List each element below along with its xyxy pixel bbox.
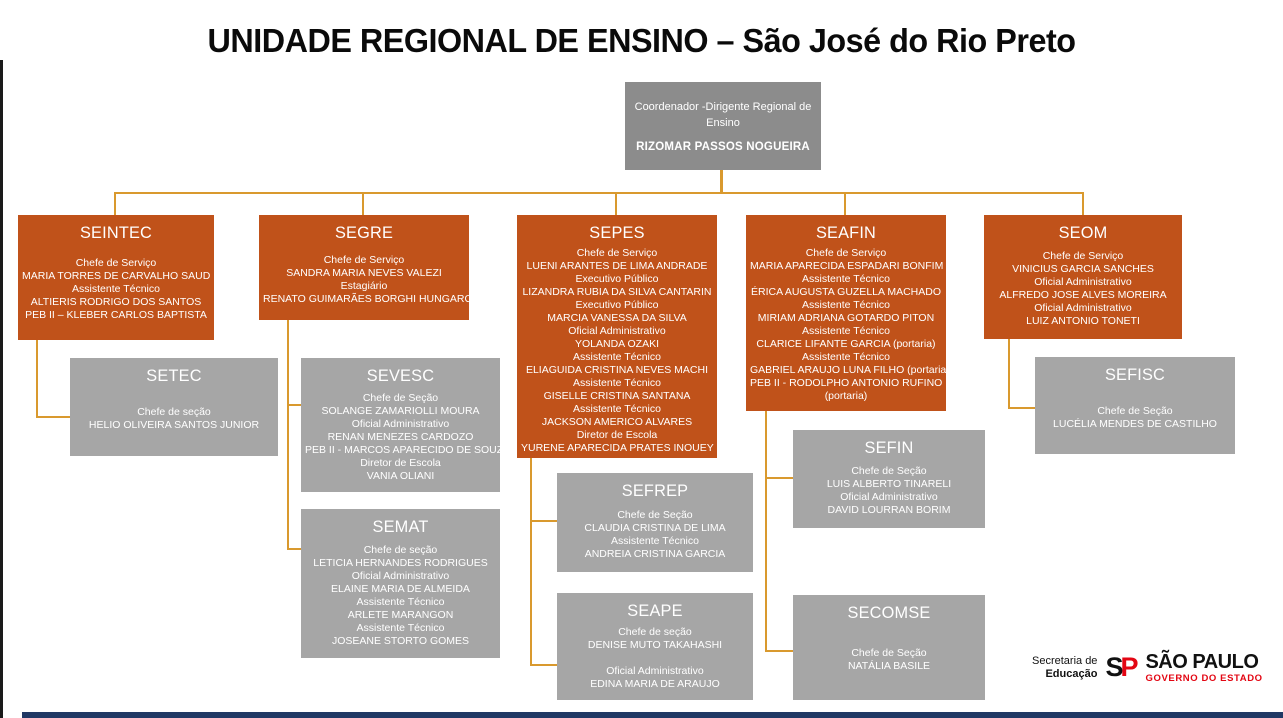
box-seom <box>984 215 1182 339</box>
connector-seafin-sefin-h <box>765 477 793 479</box>
text-line: Executivo Público <box>575 273 659 285</box>
text-line: Assistente Técnico <box>573 403 661 415</box>
text-line: ANDREIA CRISTINA GARCIA <box>584 547 726 560</box>
text-line: Assistente Técnico <box>802 273 890 285</box>
text-line: Chefe de seção <box>137 406 211 418</box>
box-seom-staff <box>984 243 1182 339</box>
secretaria-educacao-label <box>1032 655 1097 681</box>
text-line: Oficial Administrativo <box>1034 302 1132 314</box>
box-seafin-title: SEAFIN <box>815 223 877 242</box>
box-sefin-title: SEFIN <box>864 438 914 457</box>
text-line: Chefe de Seção <box>362 391 439 404</box>
text-line: RENAN MENEZES CARDOZO <box>327 430 474 443</box>
text-line: PEB II - MARCOS APARECIDO DE SOUZA <box>305 443 511 456</box>
text-line: Assistente Técnico <box>802 299 890 311</box>
text-line: LUENI ARANTES DE LIMA ANDRADE <box>526 260 708 272</box>
sp-logo-icon <box>1105 652 1135 683</box>
box-seom-title: SEOM <box>1058 223 1108 242</box>
text-line: CLAUDIA CRISTINA DE LIMA <box>584 521 726 534</box>
text-line: MIRIAM ADRIANA GOTARDO PITON <box>757 312 935 324</box>
box-segre <box>259 215 473 320</box>
text-line: ARLETE MARANGON <box>347 608 454 621</box>
text-line: NATÁLIA BASILE <box>847 659 931 672</box>
text-line: JACKSON AMERICO ALVARES <box>541 416 693 428</box>
text-line: Diretor de Escola <box>360 456 441 469</box>
connector-drop-segre <box>362 192 364 215</box>
box-setec <box>70 358 278 456</box>
text-line: Chefe de Serviço <box>323 253 405 266</box>
box-seape <box>557 593 753 700</box>
box-secomse <box>793 595 985 700</box>
text-line: YOLANDA OZAKI <box>574 338 660 350</box>
text-line: GISELLE CRISTINA SANTANA <box>543 390 691 402</box>
text-line: VINICIUS GARCIA SANCHES <box>1012 263 1154 275</box>
text-line: Chefe de Serviço <box>576 247 658 259</box>
text-line: YURENE APARECIDA PRATES INOUEY <box>521 442 714 454</box>
connector-segre-semat-h <box>287 548 301 550</box>
box-seintec <box>18 215 214 340</box>
box-sevesc-title: SEVESC <box>366 366 435 385</box>
box-sepes <box>517 215 717 458</box>
text-line: Oficial Administrativo <box>351 569 450 582</box>
text-line: ÉRICA AUGUSTA GUZELLA MACHADO <box>750 286 942 298</box>
bottom-bar <box>22 712 1283 718</box>
text-line: ALTIERIS RODRIGO DOS SANTOS <box>30 296 202 308</box>
box-segre-title: SEGRE <box>334 223 394 242</box>
text-line: GABRIEL ARAUJO LUNA FILHO (portaria) <box>750 364 950 376</box>
connector-seintec-setec-v <box>36 340 38 418</box>
text-line: VANIA OLIANI <box>366 469 435 482</box>
text-line: ALFREDO JOSE ALVES MOREIRA <box>999 289 1167 301</box>
coordenador-name: RIZOMAR PASSOS NOGUEIRA <box>636 141 810 153</box>
text-line: Chefe de Seção <box>617 508 693 521</box>
text-line: MARCIA VANESSA DA SILVA <box>547 312 687 324</box>
text-line: RENATO GUIMARÃES BORGHI HUNGARO <box>263 292 473 305</box>
box-seintec-title: SEINTEC <box>79 223 153 242</box>
text-line: CLARICE LIFANTE GARCIA (portaria) <box>756 338 936 350</box>
box-sefisc <box>1035 357 1235 454</box>
text-line: PEB II - RODOLPHO ANTONIO RUFINO <box>750 377 943 389</box>
text-line: Oficial Administrativo <box>1034 276 1132 288</box>
connector-drop-seafin <box>844 192 846 215</box>
sao-paulo-wordmark <box>1145 652 1262 684</box>
governo-do-estado-label: GOVERNO DO ESTADO <box>1145 673 1263 684</box>
box-semat-title: SEMAT <box>372 517 429 536</box>
connector-sepes-seape-h <box>530 664 557 666</box>
text-line: Assistente Técnico <box>802 325 890 337</box>
text-line: Chefe de Serviço <box>75 257 157 269</box>
text-line: LUCÉLIA MENDES DE CASTILHO <box>1053 417 1217 430</box>
text-line <box>561 652 749 665</box>
text-line: Oficial Administrativo <box>568 325 666 337</box>
text-line: LETICIA HERNANDES RODRIGUES <box>313 556 488 569</box>
text-line: Assistente Técnico <box>573 351 661 363</box>
text-line: Oficial Administrativo <box>351 417 450 430</box>
text-line: MARIA TORRES DE CARVALHO SAUD <box>22 270 211 282</box>
text-line: LUIZ ANTONIO TONETI <box>1026 315 1140 327</box>
connector-seom-sefisc-v <box>1008 339 1010 409</box>
box-seape-title: SEAPE <box>627 601 683 620</box>
page-title: UNIDADE REGIONAL DE ENSINO – São José do Rio Preto <box>207 22 1076 59</box>
box-sefisc-staff <box>1035 385 1235 454</box>
text-line: ELAINE MARIA DE ALMEIDA <box>331 582 470 595</box>
text-line: LUIS ALBERTO TINARELI <box>826 478 952 490</box>
box-sevesc-staff <box>301 386 511 492</box>
text-line: Chefe de Serviço <box>805 247 887 259</box>
text-line: Assistente Técnico <box>356 621 445 634</box>
sao-paulo-label: SÃO PAULO <box>1145 651 1259 673</box>
box-seafin <box>746 215 950 411</box>
box-sevesc <box>301 358 511 492</box>
left-border-line <box>0 60 3 718</box>
text-line: Assistente Técnico <box>356 595 445 608</box>
text-line: JOSEANE STORTO GOMES <box>331 634 470 647</box>
box-secomse-staff <box>793 623 985 700</box>
box-sefrep-staff <box>557 501 753 572</box>
connector-seafin-chain-v <box>765 411 767 652</box>
text-line: EDINA MARIA DE ARAUJO <box>590 678 720 690</box>
text-line: Chefe de Seção <box>851 465 927 477</box>
text-line: Chefe de seção <box>363 543 438 556</box>
box-secomse-title: SECOMSE <box>847 603 931 622</box>
text-line: Executivo Público <box>575 299 659 311</box>
text-line: MARIA APARECIDA ESPADARI BONFIM <box>750 260 944 272</box>
connector-sepes-chain-v <box>530 458 532 666</box>
connector-drop-seom <box>1082 192 1084 215</box>
sp-logo-s: S <box>1105 652 1121 683</box>
connector-root-riser <box>720 170 723 194</box>
box-semat-staff <box>301 537 500 658</box>
box-setec-title: SETEC <box>146 366 202 385</box>
box-seafin-staff <box>746 243 950 411</box>
box-segre-staff <box>259 243 473 320</box>
text-line: HELIO OLIVEIRA SANTOS JUNIOR <box>88 419 260 431</box>
secretaria-line1: Secretaria de <box>1032 654 1098 667</box>
text-line: Assistente Técnico <box>72 283 160 295</box>
box-seape-staff <box>557 621 753 700</box>
connector-segre-sevesc-h <box>287 404 301 406</box>
text-line: SANDRA MARIA NEVES VALEZI <box>286 266 442 279</box>
text-line: Oficial Administrativo <box>606 665 704 677</box>
text-line: Assistente Técnico <box>573 377 661 389</box>
text-line: (portaria) <box>824 390 868 402</box>
text-line: Diretor de Escola <box>576 429 658 441</box>
government-logo <box>1032 652 1263 684</box>
box-coordenador <box>625 82 821 170</box>
connector-seom-sefisc-h <box>1008 407 1035 409</box>
sp-logo-p: P <box>1120 652 1136 683</box>
text-line: Estagiário <box>340 279 388 292</box>
box-semat <box>301 509 500 658</box>
box-sepes-title: SEPES <box>589 223 645 242</box>
box-sefisc-title: SEFISC <box>1104 365 1166 384</box>
box-sefin-staff <box>793 458 985 528</box>
coordenador-role: Coordenador -Dirigente Regional de Ensino <box>634 101 812 129</box>
connector-segre-chain-v <box>287 320 289 550</box>
text-line: Chefe de Seção <box>851 646 927 659</box>
text-line: ELIAGUIDA CRISTINA NEVES MACHI <box>525 364 709 376</box>
text-line: Chefe de Seção <box>1097 404 1173 417</box>
connector-drop-sepes <box>615 192 617 215</box>
text-line: Oficial Administrativo <box>840 491 938 503</box>
text-line: LIZANDRA RUBIA DA SILVA CANTARIN <box>522 286 712 298</box>
connector-seafin-secomse-h <box>765 650 793 652</box>
text-line: DENISE MUTO TAKAHASHI <box>587 639 723 651</box>
text-line: Assistente Técnico <box>611 534 699 547</box>
box-sefrep-title: SEFREP <box>621 481 689 500</box>
box-sefrep <box>557 473 753 572</box>
text-line: PEB II – KLEBER CARLOS BAPTISTA <box>25 309 207 321</box>
text-line: Assistente Técnico <box>802 351 890 363</box>
text-line: SOLANGE ZAMARIOLLI MOURA <box>321 404 480 417</box>
text-line: DAVID LOURRAN BORIM <box>827 504 951 516</box>
connector-main-horizontal <box>114 192 1084 194</box>
box-setec-staff <box>70 386 278 456</box>
box-sefin <box>793 430 985 528</box>
connector-sepes-sefrep-h <box>530 520 557 522</box>
text-line: Chefe de seção <box>618 626 692 638</box>
box-sepes-staff <box>517 243 717 463</box>
box-seintec-staff <box>18 243 214 340</box>
text-line: Chefe de Serviço <box>1042 250 1124 262</box>
connector-drop-seintec <box>114 192 116 215</box>
secretaria-line2: Educação <box>1045 667 1098 680</box>
connector-seintec-setec-h <box>36 416 70 418</box>
